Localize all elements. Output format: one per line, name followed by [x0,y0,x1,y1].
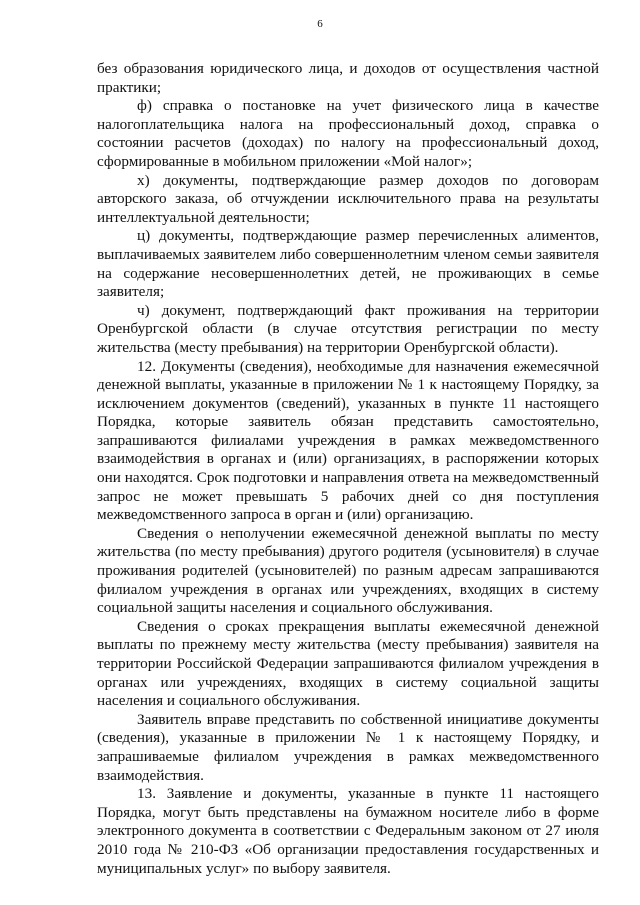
paragraph-practice-continuation: без образования юридического лица, и доходов от осуществления частной практики; [97,60,599,96]
paragraph-clause-12: 12. Документы (сведения), необходимые для назначения ежемесячной денежной выплаты, указанные в приложении № 1 к настоящему Порядку, за исключением документов (сведений), указанных в пункте 11 настоящего Порядка, которые заявитель обязан представить самостоятельно, запрашиваются филиалами учреждения в рамках межведомственного взаимодействия в органах и (или) организациях, в распоряжении которых они находятся. Срок подготовки и направления ответа на межведомственный запрос не может превышать 5 рабочих дней со дня поступления межведомственного запроса в орган и (или) организацию. [97,357,599,524]
document-body [97,60,599,878]
paragraph-item-ts: ц) документы, подтверждающие размер перечисленных алиментов, выплачиваемых заявителем либо совершеннолетним членом семьи заявителя на содержание несовершеннолетних детей, не проживающих в семье заявителя; [97,227,599,301]
paragraph-nonreceipt-info: Сведения о неполучении ежемесячной денежной выплаты по месту жительства (по месту пребывания) другого родителя (усыновителя) в случае проживания родителей (усыновителей) по разным адресам запрашиваются филиалом учреждения в органах или учреждениях, входящих в систему социальной защиты населения и социального обслуживания. [97,524,599,617]
paragraph-termination-info: Сведения о сроках прекращения выплаты ежемесячной денежной выплаты по прежнему месту жительства (месту пребывания) заявителя на территории Российской Федерации запрашиваются филиалом учреждения в органах или учреждениях, входящих в систему социальной защиты населения и социального обслуживания. [97,617,599,710]
paragraph-item-f: ф) справка о постановке на учет физического лица в качестве налогоплательщика налога на профессиональный доход, справка о состоянии расчетов (доходах) по налогу на профессиональный доход, сформированные в мобильном приложении «Мой налог»; [97,97,599,170]
page-number: 6 [317,18,323,30]
paragraph-own-initiative: Заявитель вправе представить по собственной инициативе документы (сведения), указанные в приложении № 1 к настоящему Порядку, и запрашиваемые филиалом учреждения в рамках межведомственного взаимодействия. [97,710,599,784]
paragraph-item-ch: ч) документ, подтверждающий факт проживания на территории Оренбургской области (в случае отсутствия регистрации по месту жительства (месту пребывания) на территории Оренбургской области). [97,301,599,356]
paragraph-clause-13: 13. Заявление и документы, указанные в пункте 11 настоящего Порядка, могут быть представлены на бумажном носителе либо в форме электронного документа в соответствии с Федеральным законом от 27 июля 2010 года № 210-ФЗ «Об организации предоставления государственных и муниципальных услуг» по выбору заявителя. [97,785,599,877]
paragraph-item-kh: х) документы, подтверждающие размер доходов по договорам авторского заказа, об отчуждении исключительного права на результаты интеллектуальной деятельности; [97,171,599,226]
